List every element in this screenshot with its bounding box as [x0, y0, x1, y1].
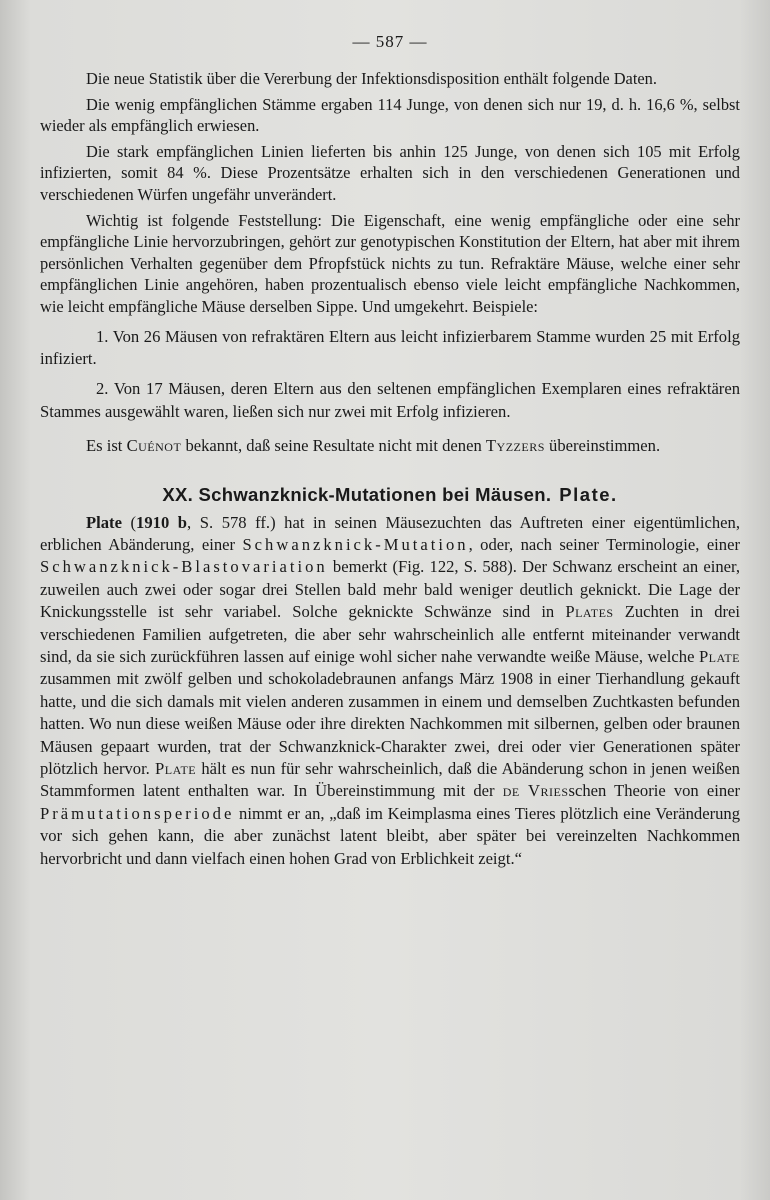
text-span: Zuchten in drei verschiedenen Familien aufgetreten, die aber sehr wahrscheinlich alle entfernt miteinander verwandt sind, da sie sich zurückführen lassen auf einige wohl sicher nahe verwandte weiße Mäuse, welche: [40, 602, 740, 666]
paragraph-high-susceptible: Die stark empfänglichen Linien lieferten bis anhin 125 Junge, von denen sich 105 mit Erfolg infizierten, somit 84 %. Diese Prozentsätze erhalten sich in den verschiedenen Generationen und verschiedenen Würfen ungefähr unverändert.: [40, 141, 740, 204]
paragraph-cuenot: [40, 435, 740, 457]
author-plates: Plates: [565, 602, 614, 622]
author-plate: Plate: [155, 759, 197, 779]
section-heading-title: XX. Schwanzknick-Mutationen bei Mäusen.: [162, 483, 552, 505]
section-heading: [40, 484, 740, 506]
text-span: schen Theorie von einer: [568, 781, 741, 801]
text-span: hält es nun für sehr wahrscheinlich, daß die Abänderung schon in jenen weißen Stammformen latent enthalten war. In Übereinstimmung mit der: [40, 759, 740, 801]
text-span: , oder, nach seiner Terminologie, einer: [468, 534, 740, 554]
list-item-example-2: 2. Von 17 Mäusen, deren Eltern aus den seltenen empfänglichen Exemplaren eines refraktären Stammes ausgewählt waren, ließen sich nur zwei mit Erfolg infizieren.: [40, 379, 740, 421]
text-span: bemerkt (Fig. 122, S. 588). Der Schwanz erscheint an einer, zuweilen auch zwei oder sogar drei Stellen bald mehr bald weniger deutlich geknickt. Die Lage der Knickungsstelle ist sehr variabel. Solche geknickte Schwänze sind in: [40, 557, 740, 622]
text-span: (: [121, 512, 137, 532]
term-praemutationsperiode: Prämutationsperiode: [40, 803, 235, 823]
paragraph-statistics-intro: Die neue Statistik über die Vererbung der Infektionsdisposition enthält folgende Daten.: [86, 69, 657, 88]
list-item-example-1: 1. Von 26 Mäusen von refraktären Eltern aus leicht infizierbarem Stamme wurden 25 mit Erfolg infiziert.: [40, 326, 740, 368]
text-span: bekannt, daß seine Resultate nicht mit denen: [181, 436, 486, 456]
text-span: nimmt er an, „daß im Keimplasma eines Tieres plötzlich eine Veränderung vor sich gehen kann, die aber zunächst latent bleibt, aber später bei vereinzelten Nachkommen hervorbricht und dann vielfach einen hohen Grad von Erblichkeit zeigt.“: [40, 803, 740, 868]
page-content: [40, 32, 740, 874]
term-schwanzknick-blastovariation: Schwanzknick-Blastovariation: [40, 557, 328, 577]
paragraph-important-finding: Wichtig ist folgende Feststellung: Die Eigenschaft, eine wenig empfängliche oder eine sehr empfängliche Linie hervorzubringen, gehört zur genotypischen Konstitution der Eltern, hat aber mit ihrem persönlichen Verhalten gegenüber dem Pfropfstück nichts zu tun. Refraktäre Mäuse, welche einer sehr empfänglichen Linie angehören, haben prozentualisch ebenso viele leicht empfängliche Nachkommen, wie leicht empfängliche Mäuse derselben Sippe. Und umgekehrt. Beispiele:: [40, 210, 740, 316]
author-tyzzers: Tyzzers: [485, 436, 545, 456]
author-de-vries: de Vries: [502, 781, 569, 801]
text-span: übereinstimmen.: [544, 436, 661, 456]
term-schwanzknick-mutation: Schwanzknick-Mutation: [242, 534, 469, 554]
reference-year: 1910 b: [136, 512, 188, 532]
text-span: Es ist: [86, 436, 127, 456]
author-cuenot: Cuénot: [126, 436, 182, 456]
section-heading-author: Plate.: [559, 483, 618, 505]
paragraph-plate-mutation: [40, 512, 740, 871]
paragraph-low-susceptible: Die wenig empfänglichen Stämme ergaben 114 Junge, von denen sich nur 19, d. h. 16,6 %, selbst wieder als empfänglich erwiesen.: [40, 94, 740, 136]
text-span: zusammen mit zwölf gelben und schokoladebraunen anfangs März 1908 in einer Tierhandlung gekauft hatte, und die sich damals mit vielen anderen zusammen in einem und demselben Zuchtkasten befunden hatten. Wo nun diese weißen Mäuse oder ihre direkten Nachkommen mit silbernen, gelben oder braunen Mäusen gepaart wurden, trat der Schwanzknick-Charakter zwei, drei oder vier Generationen später plötzlich hervor.: [40, 669, 740, 779]
page-number: — 587 —: [352, 32, 428, 51]
author-plate: Plate: [698, 647, 740, 666]
author-plate-lead: Plate: [86, 512, 122, 532]
text-span: , S. 578 ff.) hat in seinen Mäusezuchten das Auftreten einer eigentümlichen, erblichen Abänderung, einer: [40, 512, 740, 554]
